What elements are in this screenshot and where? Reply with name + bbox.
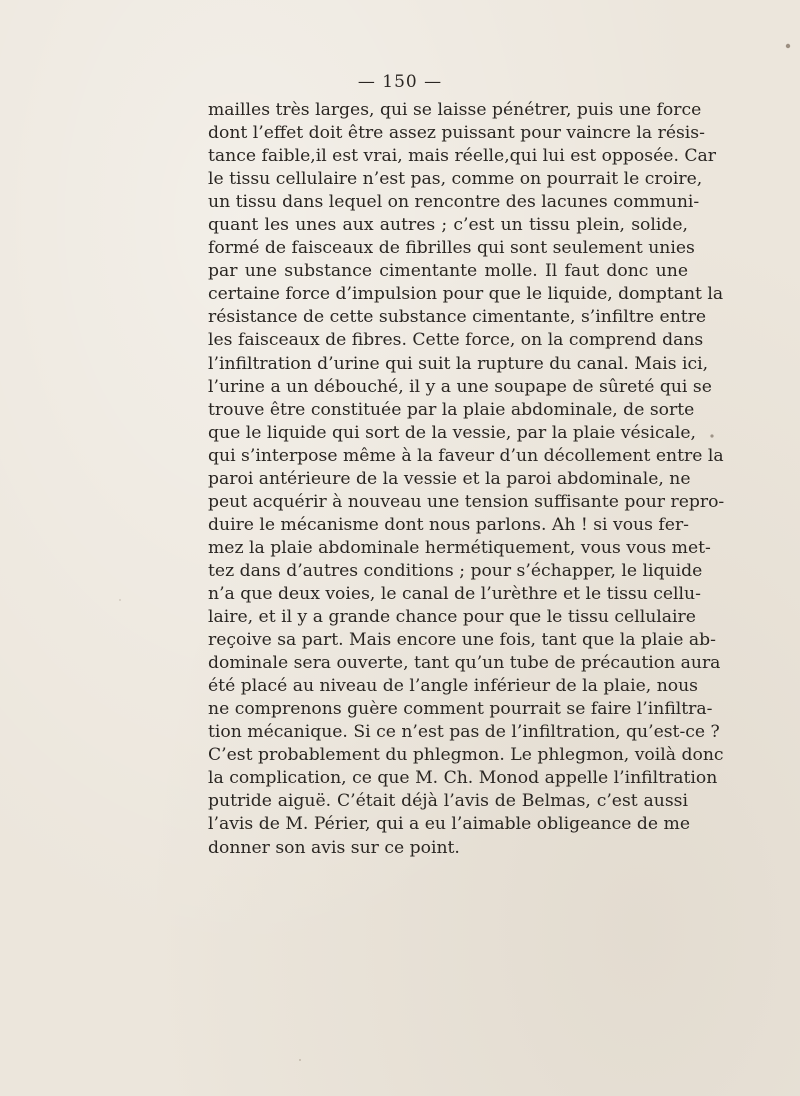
text-line: dominale sera ouverte, tant qu’un tube de précaution aura <box>208 653 721 674</box>
page-number: — 150 — <box>357 72 443 92</box>
text-line: trouve être constituée par la plaie abdominale, de sorte <box>208 399 695 420</box>
text-line: l’infiltration d’urine qui suit la rupture du canal. Mais ici, <box>208 353 709 374</box>
text-line: peut acquérir à nouveau une tension suffisante pour repro- <box>208 491 725 512</box>
text-line: duire le mécanisme dont nous parlons. Ah ! si vous fer- <box>208 514 689 535</box>
text-line: n’a que deux voies, le canal de l’urèthre et le tissu cellu- <box>208 583 701 604</box>
text-line: mailles très larges, qui se laisse pénétrer, puis une force <box>208 100 702 120</box>
text-line: les faisceaux de fibres. Cette force, on la comprend dans <box>208 330 704 351</box>
text-line: que le liquide qui sort de la vessie, par la plaie vésicale, <box>208 422 697 443</box>
text-line: la complication, ce que M. Ch. Monod appelle l’infiltration <box>208 768 718 789</box>
text-line: laire, et il y a grande chance pour que le tissu cellulaire <box>208 607 696 628</box>
text-line: paroi antérieure de la vessie et la paroi abdominale, ne <box>208 468 691 489</box>
text-line: un tissu dans lequel on rencontre des lacunes communi- <box>208 192 700 213</box>
text-line: dont l’effet doit être assez puissant pour vaincre la résis- <box>208 123 705 144</box>
text-line: le tissu cellulaire n’est pas, comme on pourrait le croire, <box>208 169 703 190</box>
text-line: putride aiguë. C’était déjà l’avis de Belmas, c’est aussi <box>208 791 688 812</box>
text-line: certaine force d’impulsion pour que le liquide, domptant la <box>208 284 724 305</box>
text-line: mez la plaie abdominale hermétiquement, vous vous met- <box>208 537 711 558</box>
text-line: tion mécanique. Si ce n’est pas de l’infiltration, qu’est-ce ? <box>208 722 720 743</box>
text-line: été placé au niveau de l’angle inférieur de la plaie, nous <box>208 676 699 697</box>
text-line: formé de faisceaux de fibrilles qui sont seulement unies <box>208 238 695 259</box>
text-line: C’est probablement du phlegmon. Le phlegmon, voilà donc <box>208 745 724 766</box>
text-line: reçoive sa part. Mais encore une fois, tant que la plaie ab- <box>208 630 716 651</box>
text-line: tance faible,il est vrai, mais réelle,qui lui est opposée. Car <box>208 146 716 167</box>
text-line: quant les unes aux autres ; c’est un tissu plein, solide, <box>208 215 688 236</box>
body-text <box>208 99 725 860</box>
text-line: donner son avis sur ce point. <box>208 837 460 858</box>
text-line: ne comprenons guère comment pourrait se faire l’infiltra- <box>208 699 713 720</box>
text-line: par une substance cimentante molle. Il faut donc une <box>208 261 688 282</box>
text-line: tez dans d’autres conditions ; pour s’échapper, le liquide <box>208 560 703 581</box>
text-line: l’avis de M. Périer, qui a eu l’aimable obligeance de me <box>208 814 690 835</box>
text-line: l’urine a un débouché, il y a une soupape de sûreté qui se <box>208 376 712 397</box>
text-line: résistance de cette substance cimentante, s’infiltre entre <box>208 307 707 328</box>
text-line: qui s’interpose même à la faveur d’un décollement entre la <box>208 445 724 466</box>
